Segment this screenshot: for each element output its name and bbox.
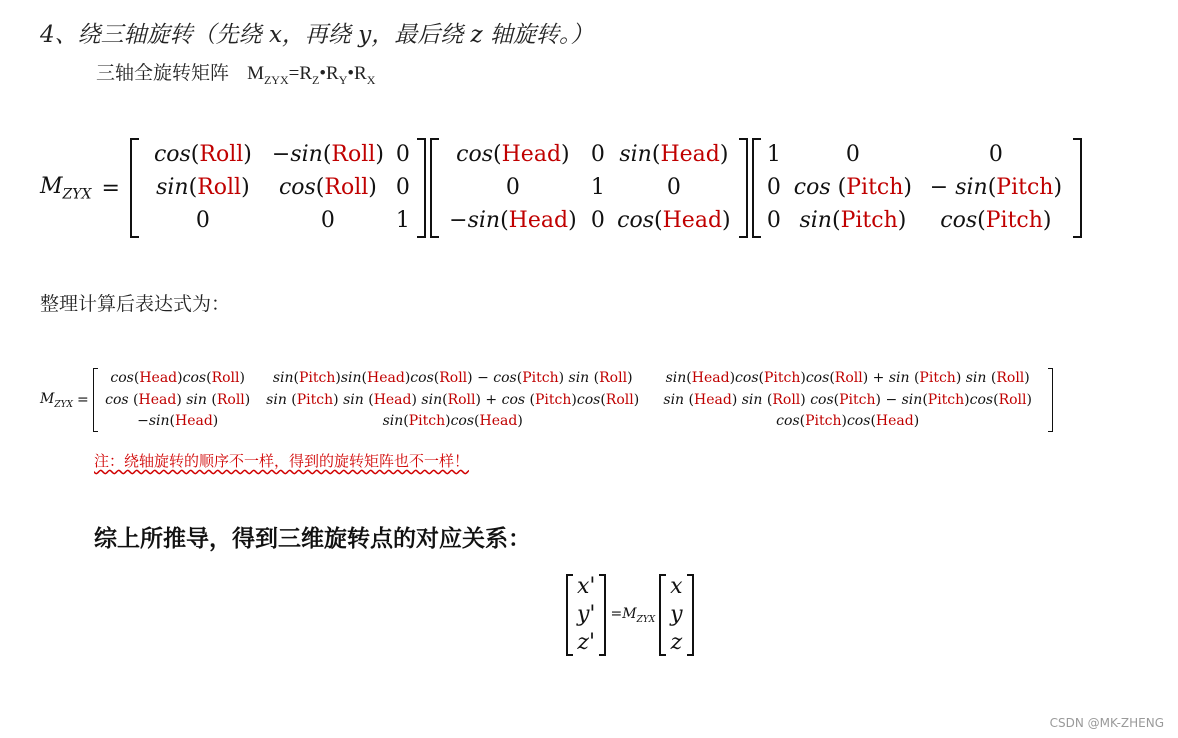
matrix-x-right-bracket [1073, 138, 1082, 238]
matrix-cell: 0 [590, 142, 605, 167]
vec-left-bracket-1 [566, 574, 573, 656]
expanded-right-bracket [1048, 368, 1053, 432]
matrix-cell: cos(Head) [617, 208, 731, 233]
formula-dot-2: • [347, 63, 355, 84]
matrix-cell: sin (Head) sin (Roll) cos(Pitch) − sin(Pitch)cos(Roll) [663, 391, 1032, 408]
vector-entry: z [670, 630, 683, 655]
section-title: 4、绕三轴旋转（先绕 x，再绕 y，最后绕 z 轴旋转。） [40, 22, 594, 48]
matrix-cell: sin(Roll) [156, 175, 250, 200]
matrix-y-right-bracket [739, 138, 748, 238]
matrix-cell: 0 [395, 175, 410, 200]
matrix-cell: 0 [988, 142, 1003, 167]
formula-ry: Y [338, 72, 348, 87]
watermark: CSDN @MK-ZHENG [1049, 716, 1164, 730]
matrix-cell: 1 [590, 175, 605, 200]
vec-right-bracket-1 [599, 574, 606, 656]
small-lhs: $M_{ZYX}$ [40, 390, 73, 410]
matrix-cell: 0 [845, 142, 860, 167]
small-eq-sign: = [76, 392, 89, 408]
matrix-cell: 0 [766, 208, 781, 233]
matrix-cell: 0 [395, 142, 410, 167]
matrix-cell: cos(Head) [456, 142, 570, 167]
big-lhs: $M_{ZYX}$ [40, 173, 92, 203]
formula-rz: Z [312, 72, 320, 87]
vec-left-bracket-2 [659, 574, 666, 656]
subtitle-formula: $M_{ZYX}=R_Z•R_Y•R_X$ [247, 63, 376, 87]
formula-rx: X [366, 72, 376, 87]
matrix-cell: sin(Head)cos(Pitch)cos(Roll) + sin (Pitch) sin (Roll) [665, 370, 1030, 386]
matrix-cell: cos (Head) sin (Roll) [105, 391, 251, 408]
rotated-vector [573, 574, 599, 656]
vector-entry: y [670, 602, 683, 627]
matrix-cell: 0 [505, 175, 520, 200]
matrix-cell: cos(Head)cos(Roll) [110, 370, 245, 386]
conclusion-heading: 综上所推导，得到三维旋转点的对应关系： [94, 525, 531, 552]
vector-equation [566, 574, 694, 656]
formula-lhs: M [247, 63, 264, 84]
matrix-cell: −sin(Roll) [271, 142, 384, 167]
matrix-cell: sin(Pitch)cos(Head) [382, 413, 523, 429]
result-heading: 整理计算后表达式为： [40, 293, 231, 315]
matrix-cell: sin (Pitch) sin (Head) sin(Roll) + cos (Pitch)cos(Roll) [266, 391, 640, 408]
matrix-cell: −sin(Head) [449, 208, 577, 233]
vector-entry: x' [577, 574, 596, 599]
original-vector [666, 574, 686, 656]
expanded-matrix-cells [98, 368, 1048, 432]
matrix-y [439, 138, 739, 238]
matrix-x [761, 138, 1073, 238]
formula-lhs-sub: ZYX [263, 72, 289, 87]
vector-entry: z' [577, 630, 596, 655]
matrix-y-left-bracket [430, 138, 439, 238]
matrix-cell: 1 [766, 142, 781, 167]
subtitle-label: 三轴全旋转矩阵 [96, 62, 230, 84]
matrix-cell: 0 [590, 208, 605, 233]
matrix-cell: 1 [395, 208, 410, 233]
matrix-z-left-bracket [130, 138, 139, 238]
vector-entry: y' [577, 602, 596, 627]
matrix-cell: cos(Roll) [278, 175, 377, 200]
formula-dot-1: • [319, 63, 327, 84]
matrix-x-left-bracket [752, 138, 761, 238]
matrix-cell: cos(Pitch) [940, 208, 1052, 233]
vector-eq-mzyx: $=M_{ZYX}$ [610, 605, 656, 625]
matrix-cell: sin(Pitch) [799, 208, 907, 233]
matrix-cell: cos (Pitch) [793, 175, 912, 200]
matrix-cell: 0 [666, 175, 681, 200]
vec-right-bracket-2 [687, 574, 694, 656]
matrix-cell: cos(Pitch)cos(Head) [776, 413, 920, 429]
matrix-cell: −sin(Head) [137, 413, 219, 429]
matrix-cell: 0 [766, 175, 781, 200]
expanded-matrix [40, 368, 1053, 432]
big-eq-sign: = [101, 175, 120, 201]
matrix-cell: 0 [195, 208, 210, 233]
vector-entry: x [670, 574, 683, 599]
matrix-cell: sin(Head) [619, 142, 729, 167]
order-note: 注：绕轴旋转的顺序不一样，得到的旋转矩阵也不一样！ [94, 452, 470, 470]
matrix-z [139, 138, 417, 238]
matrix-cell: − sin(Pitch) [929, 175, 1063, 200]
matrix-cell: cos(Roll) [153, 142, 252, 167]
formula-eq-r: =R [288, 63, 313, 84]
matrix-cell: 0 [320, 208, 335, 233]
subtitle-line [96, 58, 375, 88]
matrix-cell: sin(Pitch)sin(Head)cos(Roll) − cos(Pitch) sin (Roll) [272, 370, 633, 386]
matrix-z-right-bracket [417, 138, 426, 238]
rotation-matrix-product [40, 138, 1082, 238]
